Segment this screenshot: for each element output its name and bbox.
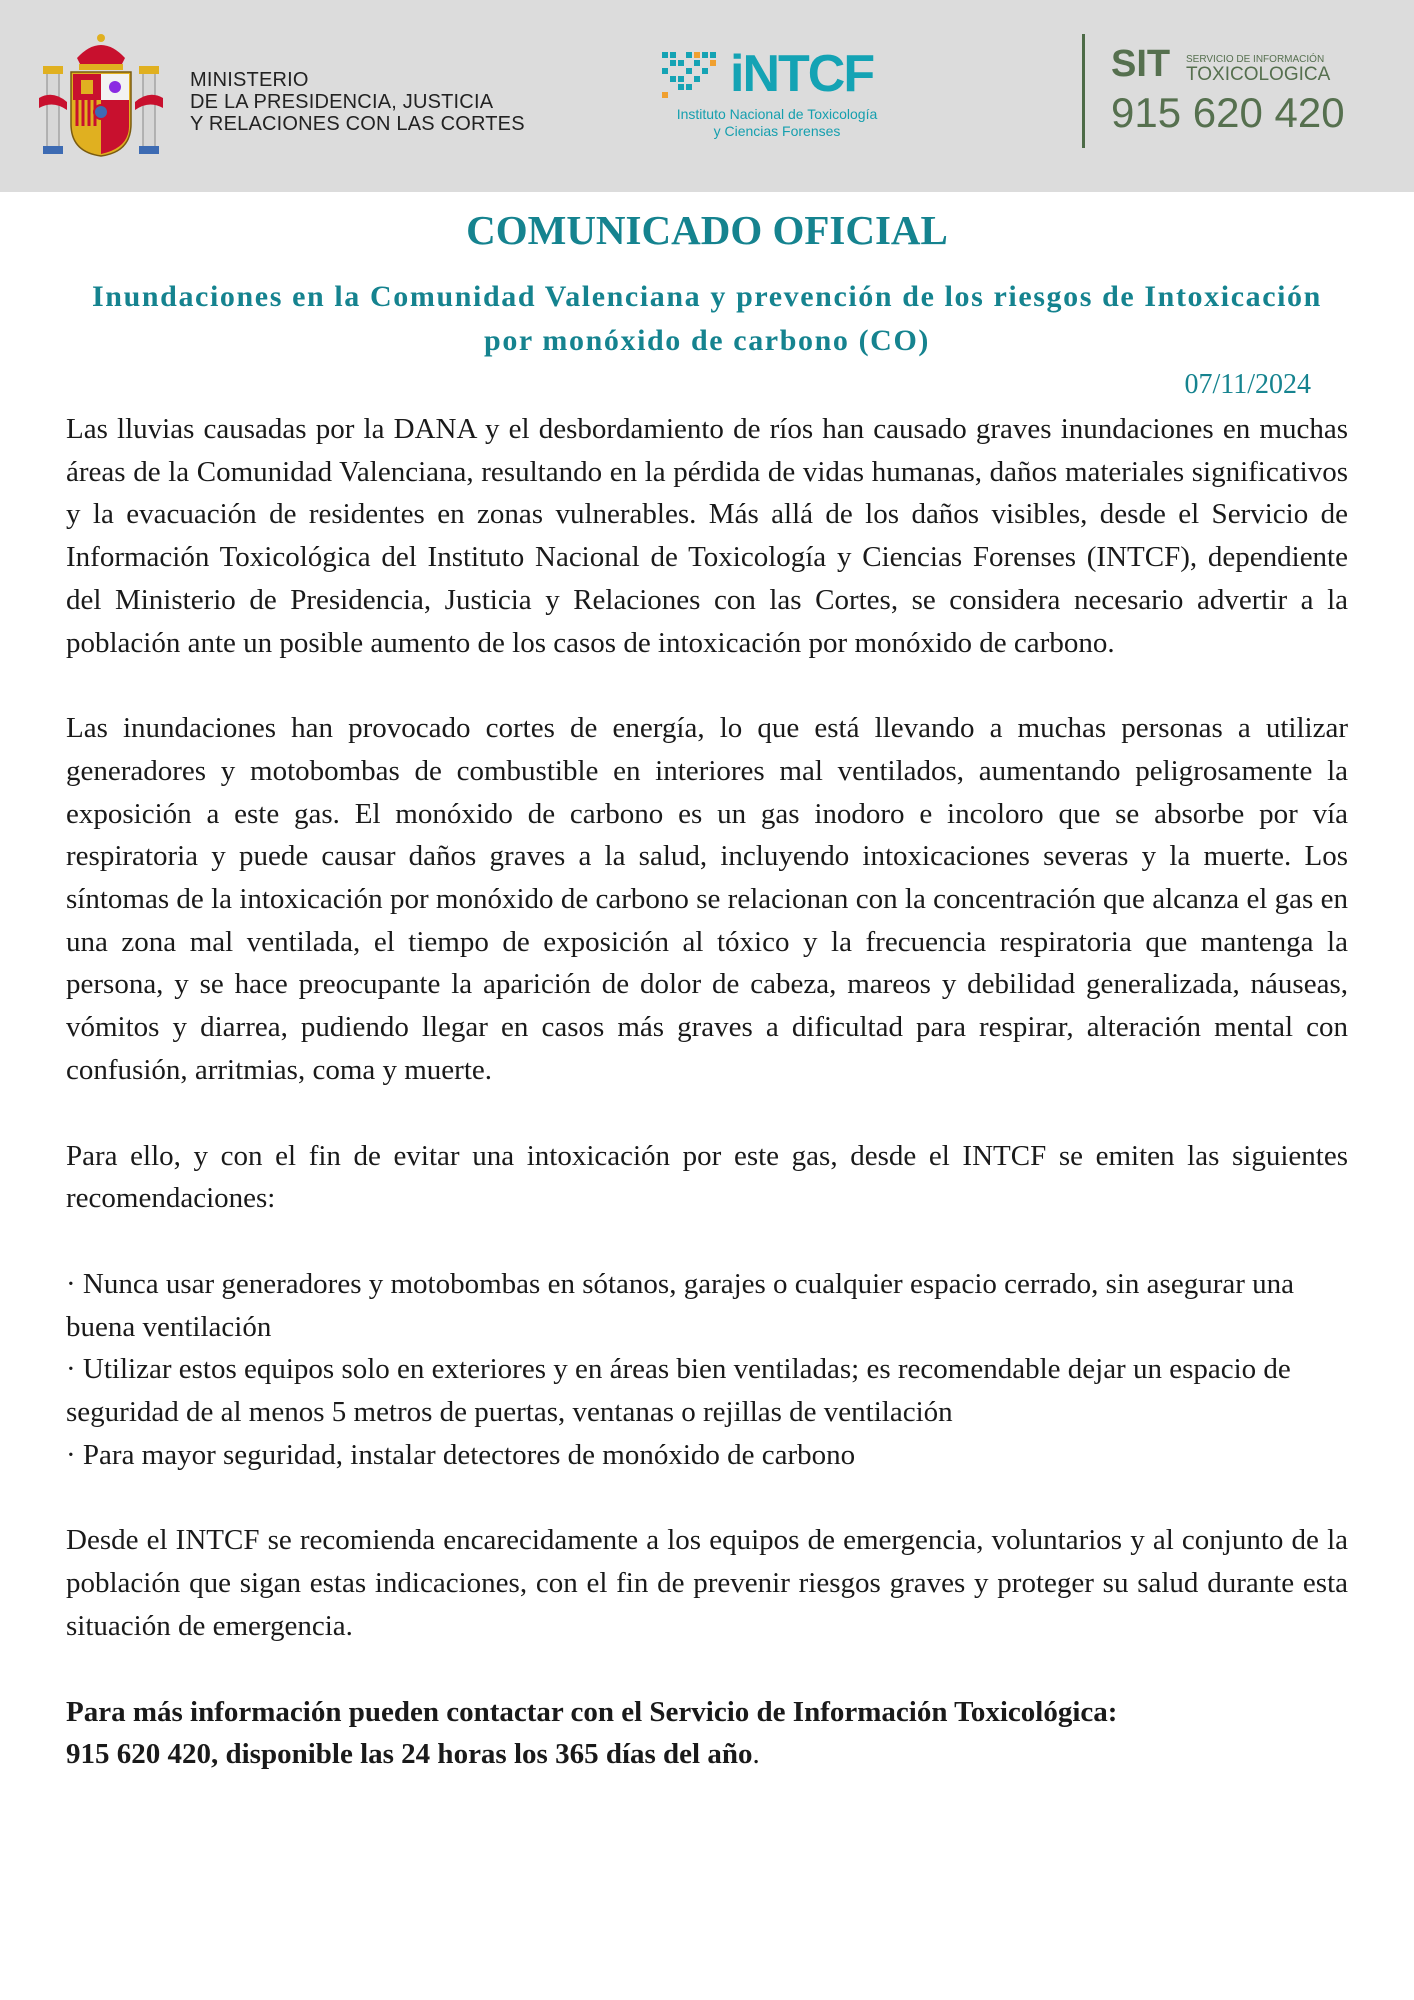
sit-phone-number: 915 620 420 [1111, 89, 1345, 136]
intcf-dots-icon [660, 48, 728, 100]
document-subtitle: Inundaciones en la Comunidad Valenciana y prevención de los riesgos de Intoxicación por monóxido de carbono (CO) [92, 280, 1322, 357]
body-paragraph: Las inundaciones han provocado cortes de energía, lo que está llevando a muchas personas a utilizar generadores y motobombas de combustible en interiores mal ventilados, aumentando peligrosamente la exposición a este gas. El monóxido de carbono es un gas inodoro e incoloro que se absorbe por vía respiratoria y puede causar daños graves a la salud, incluyendo intoxicaciones severas y la muerte. Los síntomas de la intoxicación por monóxido de carbono se relacionan con la concentración que alcanza el gas en una zona mal ventilada, el tiempo de exposición al tóxico y la frecuencia respiratoria que mantenga la persona, y se hace preocupante la aparición de dolor de cabeza, mareos y debilidad generalizada, náuseas, vómitos y diarrea, pudiendo llegar en casos más graves a dificultad para respirar, alteración mental con confusión, arritmias, coma y muerte. [66, 712, 1348, 1086]
document-body [66, 408, 1348, 1776]
document-date: 07/11/2024 [1184, 369, 1311, 400]
recommendation-item: · Nunca usar generadores y motobombas en sótanos, garajes o cualquier espacio cerrado, sin asegurar una buena ventilación [66, 1267, 1295, 1343]
ministry-name [190, 69, 525, 135]
intcf-subtitle-line-2: y Ciencias Forenses [713, 123, 841, 139]
contact-end: . [752, 1738, 760, 1771]
intcf-subtitle [652, 106, 902, 140]
sit-divider [1082, 34, 1085, 148]
sit-toxicology-label: TOXICOLOGICA [1186, 64, 1331, 85]
sit-service-label: SERVICIO DE INFORMACIÓN [1186, 54, 1325, 65]
intcf-subtitle-line-1: Instituto Nacional de Toxicología [676, 106, 878, 122]
body-paragraph: Para ello, y con el fin de evitar una intoxicación por este gas, desde el INTCF se emiten las siguientes recomendaciones: [66, 1139, 1348, 1215]
contact-line-2 [66, 1733, 1348, 1776]
ministry-line-2: DE LA PRESIDENCIA, JUSTICIA [190, 91, 494, 113]
body-paragraph: Las lluvias causadas por la DANA y el desbordamiento de ríos han causado graves inundaciones en muchas áreas de la Comunidad Valenciana, resultando en la pérdida de vidas humanas, daños materiales significativos y la evacuación de residentes en zonas vulnerables. Más allá de los daños visibles, desde el Servicio de Información Toxicológica del Instituto Nacional de Toxicología y Ciencias Forenses (INTCF), dependiente del Ministerio de Presidencia, Justicia y Relaciones con las Cortes, se considera necesario advertir a la población ante un posible aumento de los casos de intoxicación por monóxido de carbono. [66, 413, 1348, 659]
contact-line-1: Para más información pueden contactar con el Servicio de Información Toxicológica: [66, 1695, 1118, 1728]
sit-abbreviation: SIT [1111, 43, 1171, 85]
document-title: COMUNICADO OFICIAL [466, 207, 948, 253]
header-banner [0, 0, 1414, 192]
contact-phone-availability: 915 620 420, disponible las 24 horas los 365 días del año [66, 1738, 753, 1771]
recommendation-item: · Para mayor seguridad, instalar detectores de monóxido de carbono [66, 1438, 856, 1471]
ministry-line-3: Y RELACIONES CON LAS CORTES [190, 113, 525, 135]
recommendation-item: · Utilizar estos equipos solo en exteriores y en áreas bien ventiladas; es recomendable dejar un espacio de seguridad de al menos 5 metros de puertas, ventanas o rejillas de ventilación [66, 1353, 1291, 1429]
ministry-line-1: MINISTERIO [190, 69, 309, 91]
intcf-wordmark: iNTCF [730, 45, 874, 103]
closing-paragraph: Desde el INTCF se recomienda encarecidamente a los equipos de emergencia, voluntarios y al conjunto de la población que sigan estas indicaciones, con el fin de prevenir riesgos graves y proteger su salud durante esta situación de emergencia. [66, 1524, 1348, 1642]
intcf-logo [652, 46, 902, 146]
coat-of-arms-icon [33, 28, 169, 164]
